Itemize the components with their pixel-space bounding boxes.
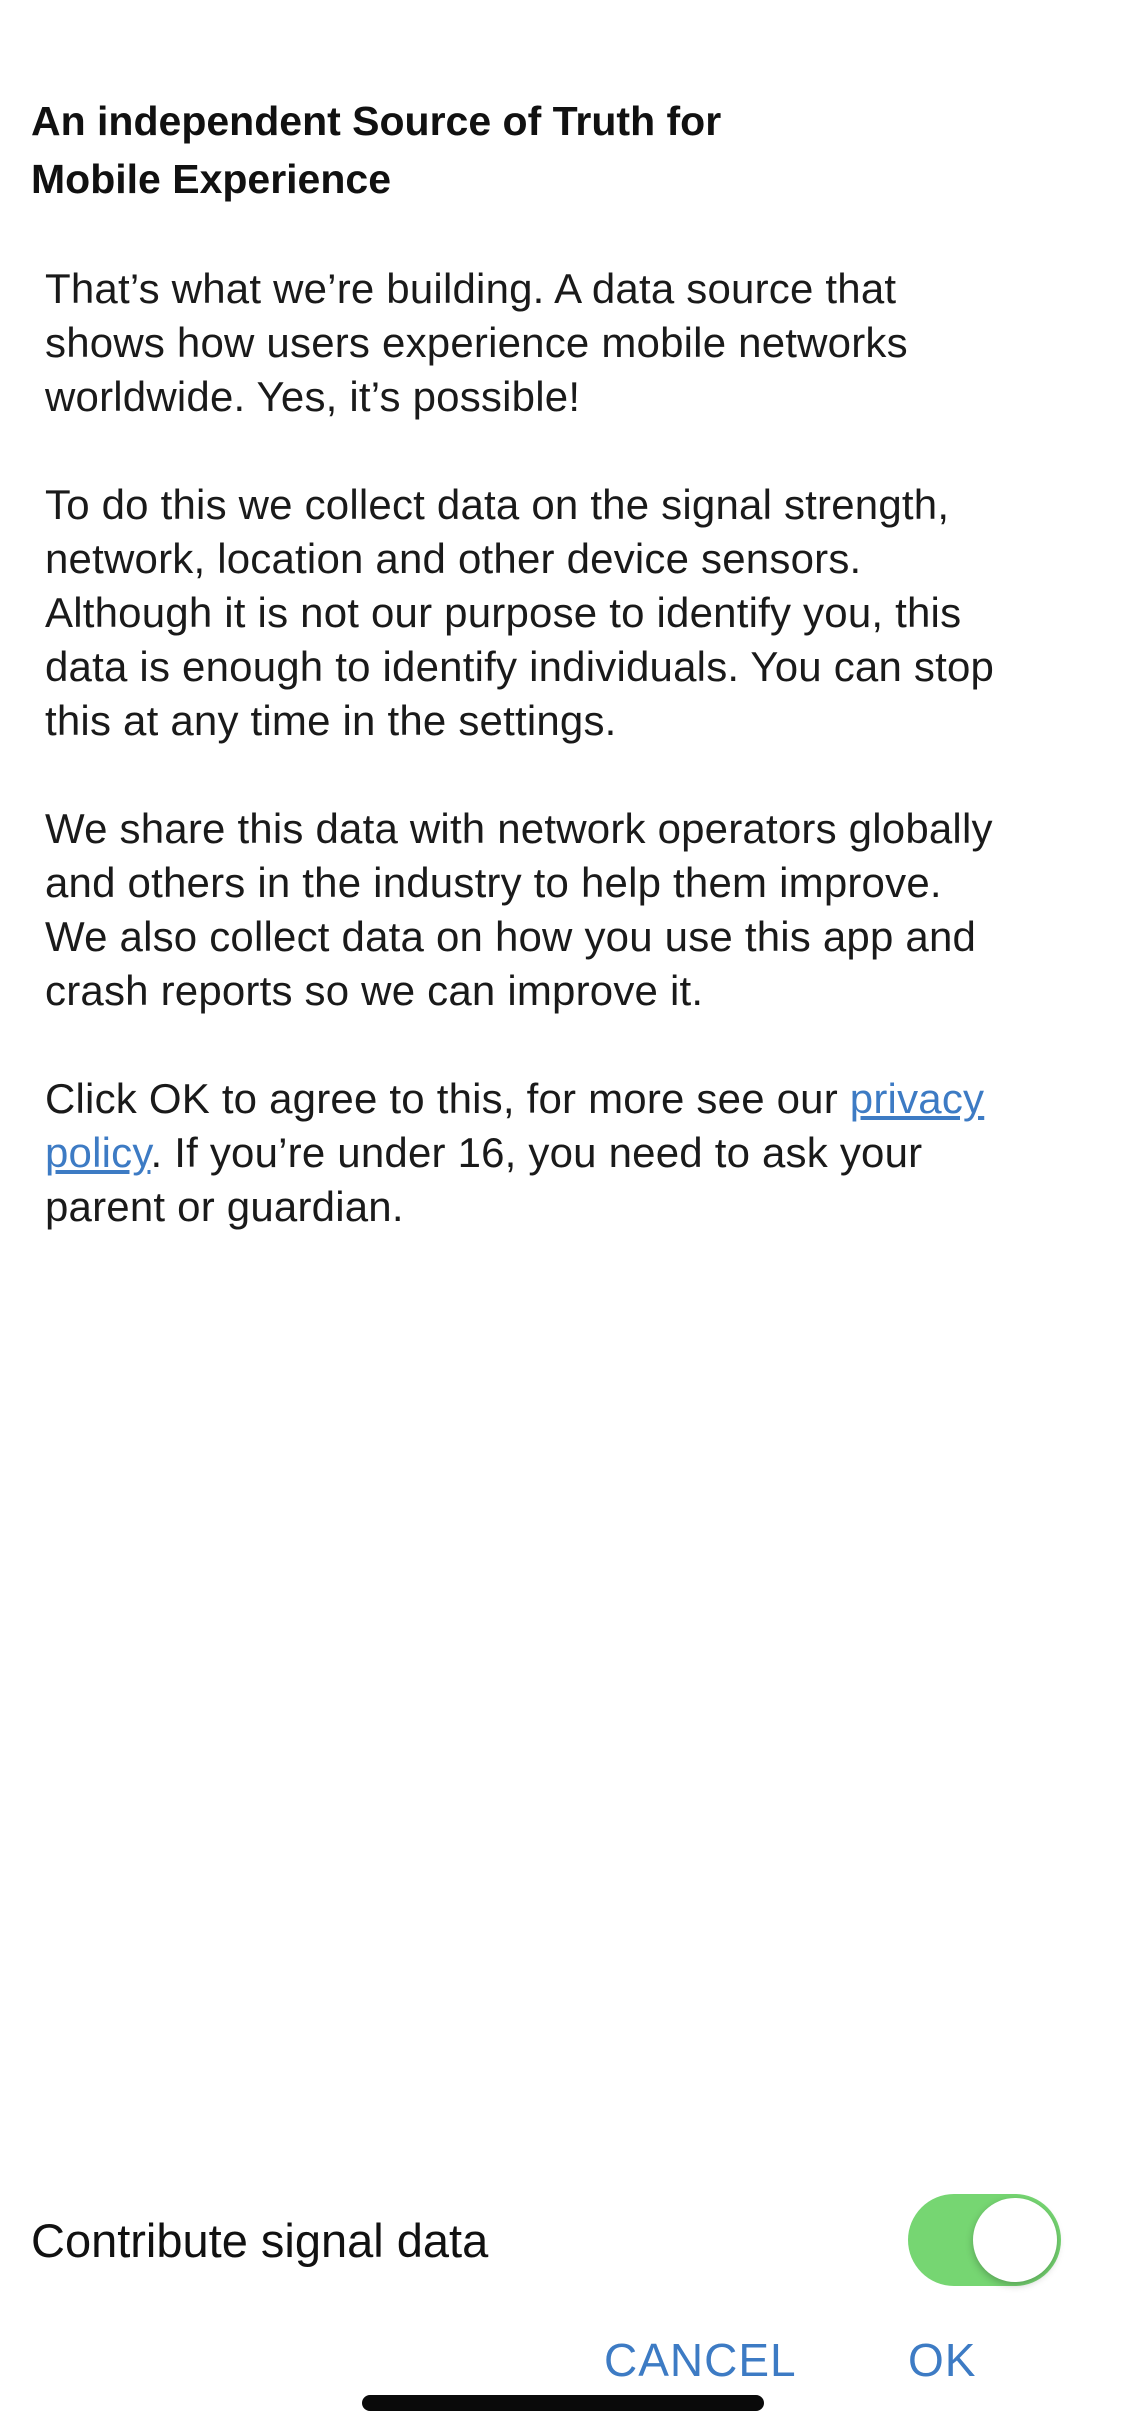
paragraph-data-collection [45, 478, 1085, 748]
paragraph-line: We share this data with network operators globally [45, 805, 993, 852]
paragraph-line: We also collect data on how you use this app and [45, 913, 977, 960]
ok-button[interactable]: OK [902, 2325, 982, 2395]
cancel-button[interactable]: CANCEL [598, 2325, 803, 2395]
dialog-actions [0, 2325, 1125, 2405]
paragraph-line: That’s what we’re building. A data source that [45, 265, 897, 312]
privacy-policy-link[interactable]: policy [45, 1129, 151, 1176]
agreement-text: . If you’re under 16, you need to ask your [150, 1129, 923, 1176]
agreement-text: Click OK to agree to this, for more see our [45, 1075, 850, 1122]
paragraph-line [45, 1072, 1085, 1126]
contribute-signal-toggle[interactable] [908, 2194, 1061, 2286]
toggle-knob [973, 2198, 1057, 2282]
page-title [31, 92, 931, 208]
paragraph-line: and others in the industry to help them improve. [45, 859, 942, 906]
paragraph-line: crash reports so we can improve it. [45, 967, 704, 1014]
paragraph-line [45, 1126, 1085, 1180]
paragraph-line: Although it is not our purpose to identify you, this [45, 589, 962, 636]
paragraph-agreement [45, 1072, 1085, 1234]
contribute-signal-row [31, 2190, 1061, 2290]
paragraph-data-sharing [45, 802, 1085, 1018]
paragraph-line: parent or guardian. [45, 1183, 404, 1230]
contribute-signal-label: Contribute signal data [31, 2213, 489, 2267]
paragraph-line: worldwide. Yes, it’s possible! [45, 373, 581, 420]
paragraph-line: data is enough to identify individuals. You can stop [45, 643, 995, 690]
paragraph-line: network, location and other device sensors. [45, 535, 862, 582]
consent-body [45, 262, 1085, 1288]
title-line-1: An independent Source of Truth for [31, 98, 722, 144]
title-line-2: Mobile Experience [31, 156, 392, 202]
home-indicator[interactable] [362, 2395, 764, 2411]
paragraph-intro [45, 262, 1085, 424]
paragraph-line: To do this we collect data on the signal strength, [45, 481, 950, 528]
privacy-policy-link[interactable]: privacy [849, 1075, 985, 1122]
paragraph-line: shows how users experience mobile networks [45, 319, 908, 366]
paragraph-line: this at any time in the settings. [45, 697, 617, 744]
